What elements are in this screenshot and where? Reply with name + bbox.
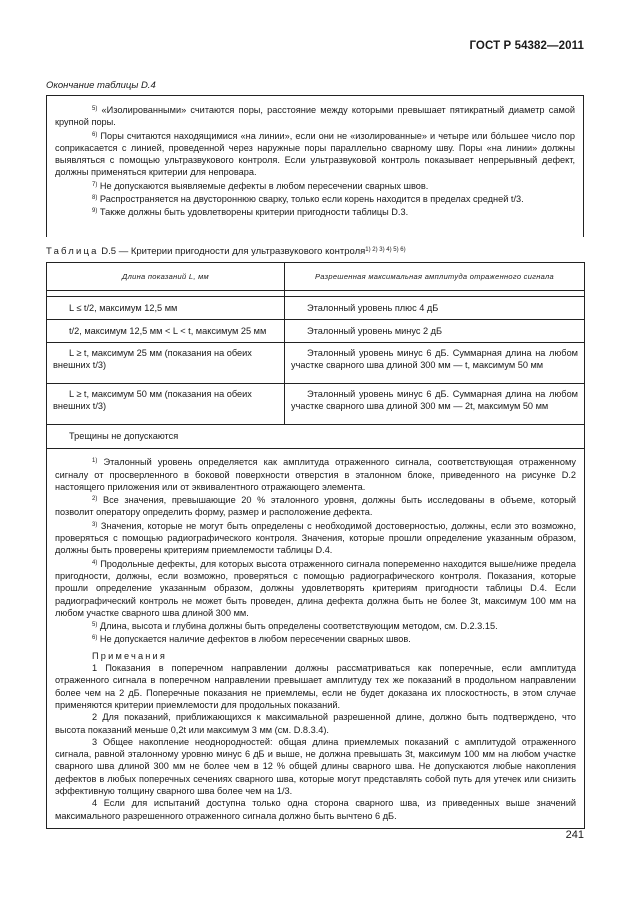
footnote xyxy=(55,179,575,192)
amplitude-cell xyxy=(285,343,585,384)
page-number: 241 xyxy=(565,829,584,841)
footnote xyxy=(55,455,576,493)
document-header: ГОСТ Р 54382—2011 xyxy=(469,40,584,52)
footnote-text: Значения, которые не могут быть определены с необходимой достоверностью, должны, если это возможно, проверяться с помощью радиографического контроля. Значения, которые прошли определение указанным образом, должны быть проверены критериям приемлемости таблицы D.4. xyxy=(55,520,576,556)
length-cell-text: L ≥ t, максимум 25 мм (показания на обеих внешних t/3) xyxy=(53,348,252,371)
table-d4-notes-box xyxy=(46,95,584,237)
footnote-marker: 4) xyxy=(92,559,98,566)
footnote-marker: 6) xyxy=(92,131,98,138)
column-header-amplitude-text: Разрешенная максимальная амплитуда отраженного сигнала xyxy=(314,272,555,281)
remark: 3 Общее накопление неоднородностей: общая длина приемлемых показаний с амплитудой отраженного сигнала, равной эталонному уровню минус 6 дБ и выше, не должна превышать 3t, максимум 100 мм на любом участке сварного шва длиной 300 мм не более чем в 12 % общей длины сварного шва. Не допускаются любые накопления дефектов в любых поперечных сечениях сварного шва, которые могут представлять собой путь для утечек или снизить эффективную толщину сварного шва более чем на 1/3. xyxy=(55,736,576,797)
amplitude-cell: Эталонный уровень плюс 4 дБ xyxy=(285,297,585,320)
footnote-marker: 8) xyxy=(92,195,98,202)
footnote xyxy=(55,103,575,129)
caption-footnote-refs: 1) 2) 3) 4) 5) 6) xyxy=(365,247,406,253)
footnote xyxy=(55,519,576,557)
length-cell: L ≤ t/2, максимум 12,5 мм xyxy=(47,297,285,320)
footnote-text: Не допускаются выявляемые дефекты в любом пересечении сварных швов. xyxy=(97,180,429,191)
footnote-text: Эталонный уровень определяется как амплитуда отраженного сигнала, соответствующая отраженному сигналу от просверленного в боковой поверхности отверстия в эталонном блоке, приведенного на рисунке D.2 настоящего приложения или от эквивалентного отражающего элемента. xyxy=(55,457,576,492)
footnote-marker: 7) xyxy=(92,181,98,188)
amplitude-cell-text: Эталонный уровень минус 6 дБ. Суммарная длина на любом участке сварного шва длиной 300 мм — 2t, максимум 50 мм xyxy=(291,389,578,412)
length-cell: t/2, максимум 12,5 мм < L < t, максимум 25 мм xyxy=(47,320,285,343)
footnote-marker: 9) xyxy=(92,208,98,215)
table-d4-notes xyxy=(47,96,583,219)
table-d5-notes xyxy=(47,449,584,828)
table-row xyxy=(47,384,585,425)
column-header-length-text: Длина показаний L, мм xyxy=(122,272,209,281)
table-d5-footnotes xyxy=(55,455,576,645)
footnote xyxy=(55,493,576,519)
remarks-title: Примечания xyxy=(92,650,168,661)
footnote xyxy=(55,619,576,632)
footnote-text: Продольные дефекты, для которых высота отраженного сигнала попеременно находится выше/ниже предела пригодности, должны, если возможно, проверяться с помощью радиографического контроля. Показания, которые прошли определение указанным образом, должны удовлетворять критериям пригодности таблицы D.4. Если радиографический контроль не может быть проведен, длина дефекта должна быть не более 3t, максимум 100 мм на любом участке сварного шва длиной 300 мм. xyxy=(55,558,576,618)
amplitude-cell-text: Эталонный уровень минус 6 дБ. Суммарная длина на любом участке сварного шва длиной 300 мм — t, максимум 50 мм xyxy=(291,348,578,371)
amplitude-cell: Эталонный уровень минус 2 дБ xyxy=(285,320,585,343)
footnote-marker: 5) xyxy=(92,106,98,112)
footnote xyxy=(55,192,575,205)
footnote-marker: 3) xyxy=(92,521,98,528)
footnote-text: Распространяется на двустороннюю сварку, только если корень находится в пределах средней t/3. xyxy=(97,194,524,205)
length-cell xyxy=(47,384,285,425)
table-continuation-label: Окончание таблицы D.4 xyxy=(46,80,156,91)
table-d5-caption xyxy=(46,246,406,257)
footnote-text: «Изолированными» считаются поры, расстояние между которыми превышает пятикратный диаметр самой крупной поры. xyxy=(55,105,575,128)
footnote xyxy=(55,205,575,218)
footnote-text: Не допускается наличие дефектов в любом пересечении сварных швов. xyxy=(97,634,411,645)
length-cell-text: L ≥ t, максимум 50 мм (показания на обеих внешних t/3) xyxy=(53,389,252,412)
length-cell xyxy=(47,343,285,384)
cracks-row: Трещины не допускаются xyxy=(47,425,584,449)
footnote xyxy=(55,557,576,619)
column-header-amplitude xyxy=(285,263,585,291)
table-footer-cell xyxy=(47,425,585,829)
footnote-marker: 6) xyxy=(92,635,98,642)
amplitude-cell xyxy=(285,384,585,425)
table-d5 xyxy=(46,262,585,829)
remark: 2 Для показаний, приближающихся к максимальной разрешенной длине, должно быть подтверждено, что высота показаний меньше 0,2t или максимум 3 мм (см. D.8.3.4). xyxy=(55,712,576,735)
caption-text: D.5 — Критерии пригодности для ультразвукового контроля xyxy=(98,246,366,257)
footnote-text: Также должны быть удовлетворены критерии пригодности таблицы D.3. xyxy=(97,207,409,218)
footnote-text: Поры считаются находящимися «на линии», если они не «изолированные» и четыре или бóльшее число пор соприкасается с линией, проведенной через наружные поры параллельно сварному шву. Поры «на линии» должны выявляться с помощью ультразвукового контроля. Если ультразвуковой контроль показывает непрерывный дефект, должны применяться критерии для непровара. xyxy=(55,130,575,178)
remark: 4 Если для испытаний доступна только одна сторона сварного шва, из приведенных выше значений максимального разрешенного отраженного сигнала должно быть вычтено 6 дБ. xyxy=(55,798,576,821)
table-row xyxy=(47,320,585,343)
footnote xyxy=(55,129,575,179)
table-d5-remarks xyxy=(55,662,576,822)
footnote-text: Все значения, превышающие 20 % эталонного уровня, должны быть исследованы в объеме, который позволит оператору определить форму, размер и расположение дефекта. xyxy=(55,495,576,518)
footnote-text: Длина, высота и глубина должны быть определены соответствующим методом, см. D.2.3.15. xyxy=(97,621,498,632)
footnote-marker: 2) xyxy=(92,496,98,503)
footnote xyxy=(55,632,576,645)
column-header-length xyxy=(47,263,285,291)
table-row xyxy=(47,343,585,384)
table-row xyxy=(47,297,585,320)
remark: 1 Показания в поперечном направлении должны рассматриваться как поперечные, если амплитуда отраженного сигнала в поперечном направлении превышает амплитуду тех же показаний в продольном направлении более чем на 2 дБ. Поперечные показания не приемлемы, если не будет доказана их плоскостность, в этом случае применяются критерии приемлемости для продольных показаний. xyxy=(55,663,576,710)
footnote-marker: 1) xyxy=(92,458,98,465)
caption-prefix: Таблица xyxy=(46,246,99,257)
footnote-marker: 5) xyxy=(92,622,98,629)
